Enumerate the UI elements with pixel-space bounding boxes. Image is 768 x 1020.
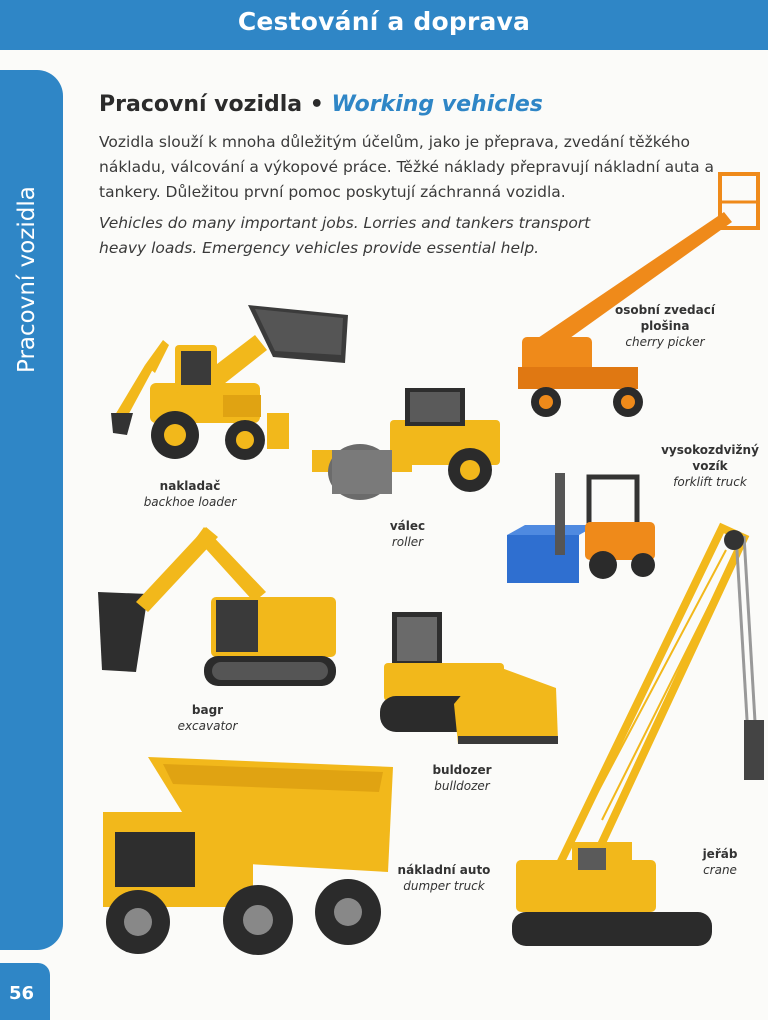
section-title: [99, 92, 543, 117]
roller-illustration: [310, 380, 510, 505]
label-crane: [692, 846, 748, 878]
label-cs: buldozer: [432, 763, 492, 777]
section-title-cs: Pracovní vozidla: [99, 92, 303, 117]
label-cs-line2: vozík: [692, 459, 728, 473]
side-tab: [0, 70, 63, 950]
section-title-en: Working vehicles: [331, 92, 543, 117]
label-forklift: [660, 442, 760, 490]
crane-illustration: [512, 520, 768, 950]
label-en: dumper truck: [403, 879, 485, 893]
label-excavator: [150, 702, 265, 734]
header-bar: [0, 0, 768, 50]
side-tab-label: Pracovní vozidla: [14, 186, 40, 374]
label-cherry-picker: [610, 302, 720, 350]
chapter-title: Cestování a doprava: [237, 7, 531, 36]
label-cs-line1: osobní zvedací: [615, 303, 715, 317]
cherry-picker-illustration: [512, 172, 762, 422]
label-bulldozer: [406, 762, 518, 794]
title-separator: •: [309, 92, 324, 117]
excavator-illustration: [96, 522, 341, 690]
label-roller: [350, 518, 465, 550]
label-en: backhoe loader: [143, 495, 237, 509]
dumper-truck-illustration: [93, 752, 393, 957]
label-dumper-truck: [390, 862, 498, 894]
label-cs: jeřáb: [702, 847, 738, 861]
label-en: excavator: [177, 719, 238, 733]
label-cs: nákladní auto: [397, 863, 491, 877]
page-number-box: [0, 963, 50, 1020]
intro-text-cs: Vozidla slouží k mnoha důležitým účelům, jako je přeprava, zvedání těžkého nákladu, válcování a výkopové práce. Těžké náklady přepravují nákladní auta a tankery. Důležitou první pomoc poskytují záchranná vozidla.: [99, 133, 714, 201]
label-en: cherry picker: [625, 335, 705, 349]
label-cs: nakladač: [159, 479, 221, 493]
label-en: forklift truck: [673, 475, 747, 489]
label-en: bulldozer: [434, 779, 490, 793]
intro-text-en: Vehicles do many important jobs. Lorries and tankers transport heavy loads. Emergency vehicles provide essential help.: [99, 214, 591, 257]
label-en: roller: [391, 535, 424, 549]
page-number: 56: [9, 983, 35, 1004]
label-cs: bagr: [191, 703, 224, 717]
label-cs: válec: [389, 519, 426, 533]
label-en: crane: [703, 863, 737, 877]
label-cs-line1: vysokozdvižný: [661, 443, 759, 457]
label-backhoe-loader: [125, 478, 255, 510]
label-cs-line2: plošina: [640, 319, 690, 333]
